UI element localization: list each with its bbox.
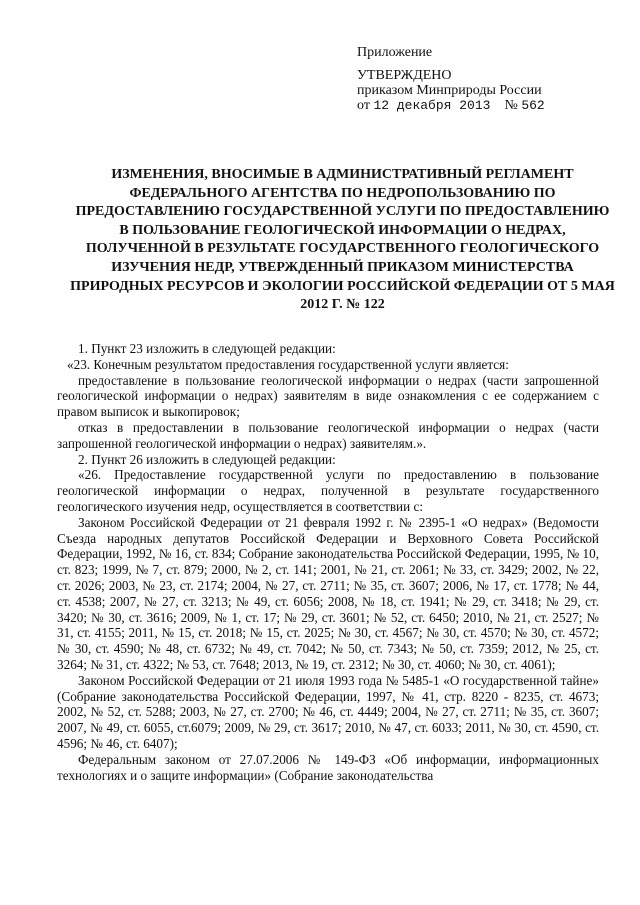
- number-prefix: №: [504, 98, 518, 113]
- paragraph-refusal: отказ в предоставлении в пользование геологической информации о недрах (части запрошенной геологической информации о недрах) заявителям.».: [57, 419, 599, 451]
- approved-label: УТВЕРЖДЕНО: [357, 68, 452, 83]
- document-title: ИЗМЕНЕНИЯ, ВНОСИМЫЕ В АДМИНИСТРАТИВНЫЙ РЕГЛАМЕНТ ФЕДЕРАЛЬНОГО АГЕНТСТВА ПО НЕДРОПОЛЬЗОВАНИЮ ПО ПРЕДОСТАВЛЕНИЮ ГОСУДАРСТВЕННОЙ УСЛУГИ ПО ПРЕДОСТАВЛЕНИЮ В ПОЛЬЗОВАНИЕ ГЕОЛОГИЧЕСКОЙ ИНФОРМАЦИИ О НЕДРАХ, ПОЛУЧЕННОЙ В РЕЗУЛЬТАТЕ ГОСУДАРСТВЕННОГО ГЕОЛОГИЧЕСКОГО ИЗУЧЕНИЯ НЕДР, УТВЕРЖДЕННЫЙ ПРИКАЗОМ МИНИСТЕРСТВА ПРИРОДНЫХ РЕСУРСОВ И ЭКОЛОГИИ РОССИЙСКОЙ ФЕДЕРАЦИИ ОТ 5 МАЯ 2012 Г. № 122: [70, 167, 615, 313]
- paragraph-law-state-secret: Законом Российской Федерации от 21 июля 1993 года № 5485-1 «О государственной тайне» (Собрание законодательства Российской Федерации, 1997, № 41, стр. 8220 - 8235, ст. 4673; 2002, № 52, ст. 5288; 2003, № 27, ст. 2700; № 46, ст. 4449; 2004, № 27, ст. 2711; № 35, ст. 3607; 2007, № 49, ст. 6055, ст.6079; 2009, № 29, ст. 3617; 2010, № 47, ст. 6033; 2011, № 30, ст. 4590, ст. 4596; № 46, ст. 6407);: [57, 672, 599, 751]
- document-body: [57, 341, 599, 783]
- paragraph-provision: предоставление в пользование геологической информации о недрах (части запрошенной геологической информации о недрах) заявителям в виде ознакомления с ее содержанием с правом выписок и выкопировок;: [57, 372, 599, 420]
- order-date: 12 декабря 2013: [373, 98, 491, 113]
- paragraph-item-2: 2. Пункт 26 изложить в следующей редакции:: [78, 451, 336, 467]
- order-number: 562: [521, 98, 545, 113]
- paragraph-clause-26: «26. Предоставление государственной услуги по предоставлению в пользование геологической информации о недрах, полученной в результате государственного геологического изучения недр, осуществляется в соответствии с:: [57, 467, 599, 514]
- paragraph-law-information: Федеральным законом от 27.07.2006 № 149-ФЗ «Об информации, информационных технологиях и о защите информации» (Собрание законодательства: [57, 751, 599, 783]
- approved-by: приказом Минприроды России: [357, 83, 542, 98]
- paragraph-item-1: 1. Пункт 23 изложить в следующей редакции:: [78, 341, 336, 356]
- appendix-label: Приложение: [357, 45, 433, 60]
- order-date-line: [357, 98, 545, 113]
- approval-block: [357, 68, 545, 113]
- date-prefix: от: [357, 98, 370, 113]
- paragraph-clause-23: «23. Конечным результатом предоставления государственной услуги является:: [67, 356, 509, 372]
- paragraph-law-subsoil: Законом Российской Федерации от 21 февраля 1992 г. № 2395-1 «О недрах» (Ведомости Съезда народных депутатов Российской Федерации и Верховного Совета Российской Федерации, 1992, № 16, ст. 834; Собрание законодательства Российской Федерации, 1995, № 10, ст. 823; 1999, № 7, ст. 879; 2000, № 2, ст. 141; 2001, № 21, ст. 2061; № 33, ст. 3429; 2002, № 22, ст. 2026; 2003, № 23, ст. 2174; 2004, № 27, ст. 2711; № 35, ст. 3607; 2006, № 17, ст. 1778; № 44, ст. 4538; 2007, № 27, ст. 3213; № 49, ст. 6056; 2008, № 18, ст. 1941; № 29, ст. 3418; № 29, ст. 3420; № 30, ст. 3616; 2009, № 1, ст. 17; № 29, ст. 3601; № 52, ст. 6450; 2010, № 21, ст. 2527; № 31, ст. 4155; 2011, № 15, ст. 2018; № 15, ст. 2025; № 30, ст. 4567; № 30, ст. 4570; № 30, ст. 4572; № 30, ст. 4590; № 48, ст. 6732; № 49, ст. 7042; № 50, ст. 7343; № 50, ст. 7359; 2012, № 25, ст. 3264; № 31, ст. 4322; № 53, ст. 7648; 2013, № 19, ст. 2312; № 30, ст. 4060; № 30, ст. 4061);: [57, 514, 599, 672]
